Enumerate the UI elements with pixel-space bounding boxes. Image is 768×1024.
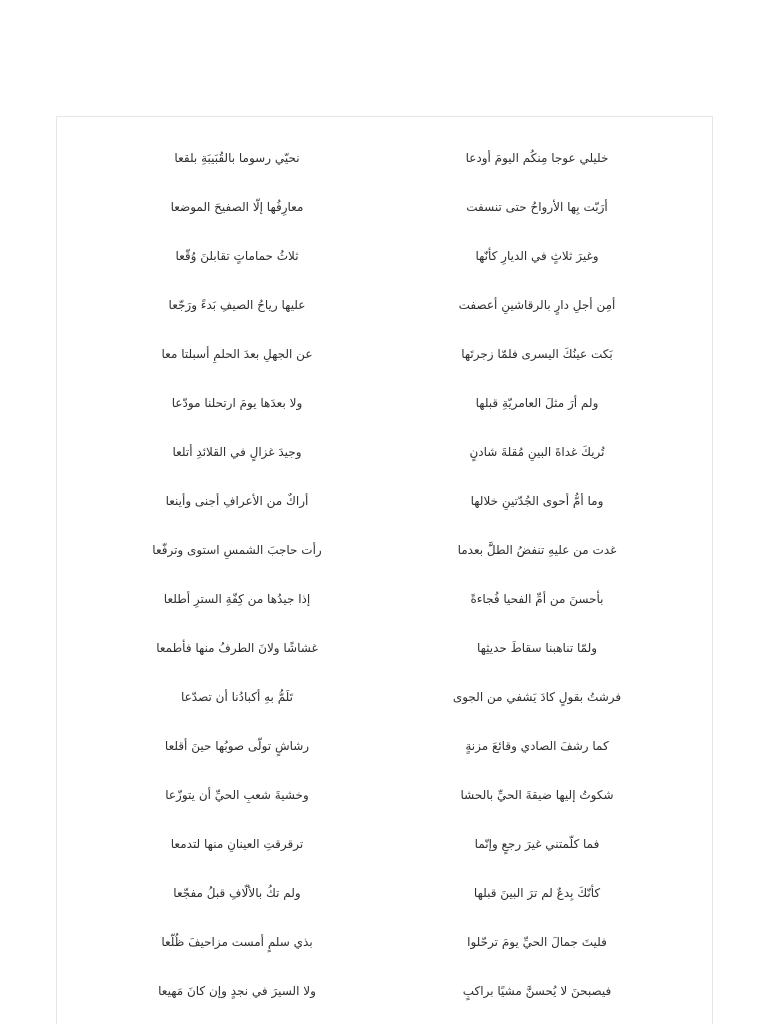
verse-first-hemistich: خليلي عوجا مِنكُم اليومَ أودعا (465, 151, 609, 165)
verse-row (57, 339, 713, 369)
verse-first-hemistich: شكوتُ إليها ضيقةَ الحيِّ بالحشا (460, 788, 614, 802)
verse-row (57, 192, 713, 222)
verse-second-hemistich: ثلاثُ حماماتٍ تقابلنَ وُقّعا (175, 249, 299, 263)
verse-second-hemistich: معارِفُها إلّا الصفيحَ الموضعا (170, 200, 304, 214)
verse-first-hemistich: ولم أرَ مثلَ العامريّةِ قبلها (475, 396, 599, 410)
verse-second-hemistich: بذي سلمٍ أمست مزاحيفَ ظُلّعا (161, 935, 313, 949)
verse-row (57, 535, 713, 565)
poem-verses (57, 117, 713, 1024)
verse-row (57, 486, 713, 516)
verse-row (57, 388, 713, 418)
verse-first-hemistich: فرشتُ بقولٍ كادَ يَشفي من الجوى (452, 690, 622, 704)
verse-second-hemistich: غشاشًا ولانَ الطرفُ منها فأطمعا (156, 641, 318, 655)
verse-second-hemistich: ترقرقتِ العينانِ منها لتدمعا (170, 837, 304, 851)
verse-first-hemistich: كما رشفَ الصادي وقائعَ مزنةٍ (465, 739, 609, 753)
verse-first-hemistich: بَكت عينُكَ اليسرى فلمّا زجرتَها (461, 347, 613, 361)
verse-row (57, 878, 713, 908)
verse-row (57, 927, 713, 957)
poem-card (56, 116, 713, 1024)
verse-row (57, 731, 713, 761)
verse-first-hemistich: أرَبّت بِها الأرواحُ حتى تنسفت (466, 200, 608, 214)
verse-first-hemistich: وما أمُّ أحوى الجُدّتينِ خلالها (470, 494, 604, 508)
verse-second-hemistich: عليها رياحُ الصيفِ بَدءً ورَجّعا (168, 298, 306, 312)
verse-row (57, 976, 713, 1006)
verse-second-hemistich: إذا جيدُها من كِفّةِ السترِ أطلعا (163, 592, 311, 606)
verse-row (57, 437, 713, 467)
verse-second-hemistich: عن الجهلِ بعدَ الحلمِ أسبلتا معا (161, 347, 313, 361)
verse-second-hemistich: ولا بعدَها يومَ ارتحلنا مودّعا (171, 396, 303, 410)
verse-second-hemistich: وخشيةَ شعبِ الحيِّ أن يتوزّعا (165, 788, 309, 802)
verse-row (57, 143, 713, 173)
verse-first-hemistich: كأنّكَ بِدعٌ لم ترَ البينَ قبلها (473, 886, 601, 900)
verse-second-hemistich: ولا السيرَ في نجدٍ وإن كانَ مَهيعا (158, 984, 316, 998)
verse-row (57, 241, 713, 271)
verse-second-hemistich: رأت حاجبَ الشمسِ استوى وترفّعا (152, 543, 322, 557)
verse-first-hemistich: فليتَ جمالَ الحيِّ يومَ ترحّلوا (467, 935, 607, 949)
verse-second-hemistich: نحيّي رسوما بالقُبَيبَةِ بلقعا (174, 151, 300, 165)
verse-second-hemistich: أراكٌ من الأعرافِ أجنى وأينعا (165, 494, 309, 508)
verse-second-hemistich: وجيدَ غزالٍ في القلائدِ أتلعا (172, 445, 302, 459)
verse-first-hemistich: فيصبحنَ لا يُحسنَّ مشيًا براكبٍ (462, 984, 612, 998)
verse-second-hemistich: تَلَمُّ بهِ أكبادُنا أن تصدّعا (180, 690, 293, 704)
verse-first-hemistich: غدت من عليهِ تنفضُ الطلَّ بعدما (457, 543, 617, 557)
verse-row (57, 829, 713, 859)
verse-second-hemistich: ولم تكُ بالألّافِ قبلُ مفجّعا (173, 886, 301, 900)
verse-first-hemistich: تُريكَ غداةَ البينِ مُقلةَ شادنٍ (469, 445, 605, 459)
verse-first-hemistich: وغيرَ ثلاثٍ في الديارِ كأنّها (475, 249, 599, 263)
verse-second-hemistich: رشاشٍ تولّى صوبُها حينَ أقلعا (164, 739, 310, 753)
verse-row (57, 584, 713, 614)
verse-row (57, 290, 713, 320)
verse-first-hemistich: ولمّا تناهبنا سقاطَ حديثِها (476, 641, 598, 655)
verse-first-hemistich: أمِن أجلِ دارٍ بالرقاشينِ أعصفت (458, 298, 616, 312)
verse-first-hemistich: فما كلّمتني غيرَ رجعٍ وإنّما (474, 837, 600, 851)
verse-row (57, 780, 713, 810)
verse-first-hemistich: بأحسنَ من أمِّ الفحيا فُجاءةً (470, 592, 604, 606)
verse-row (57, 682, 713, 712)
verse-row (57, 633, 713, 663)
